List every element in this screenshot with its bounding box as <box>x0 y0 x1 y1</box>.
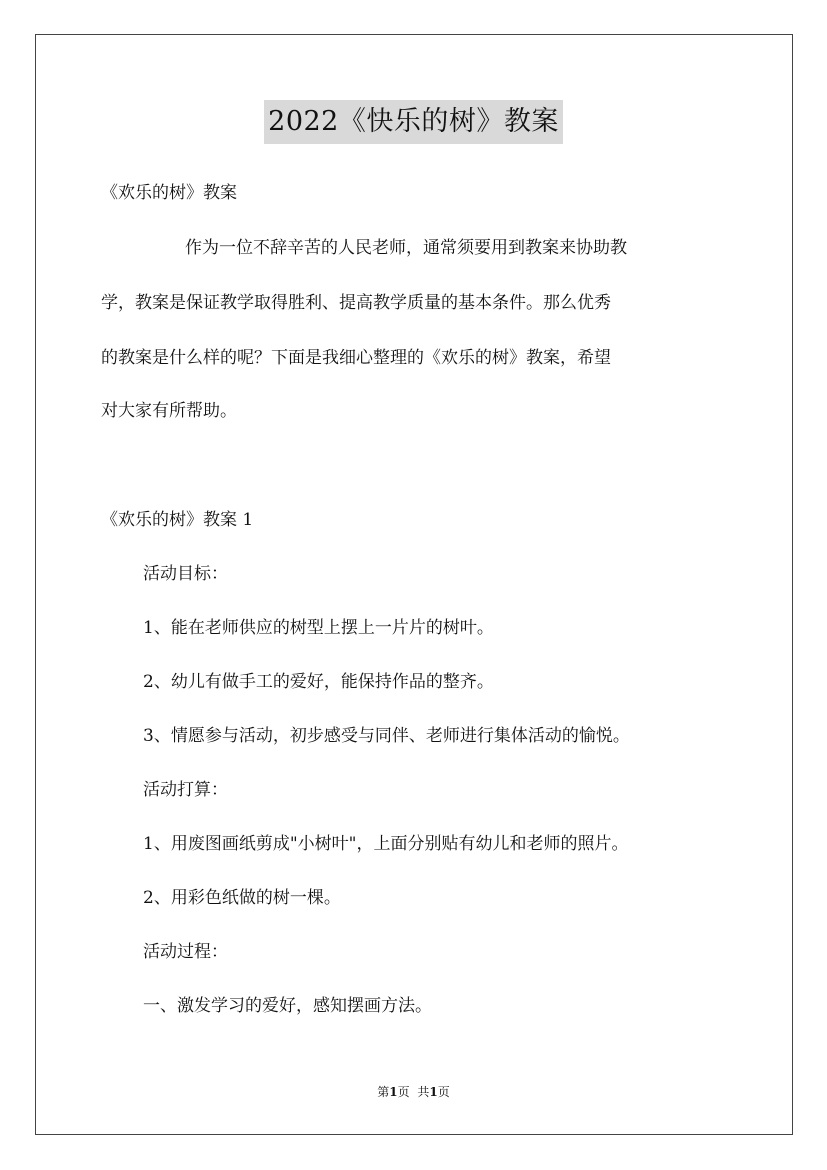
prep-item-2: 2、用彩色纸做的树一棵。 <box>143 888 341 908</box>
prep-heading: 活动打算： <box>143 780 228 800</box>
page-footer <box>0 1083 827 1101</box>
section-heading: 《欢乐的树》教案 1 <box>101 510 254 530</box>
goal-item-2: 2、幼儿有做手工的爱好，能保持作品的整齐。 <box>143 672 494 692</box>
process-heading: 活动过程： <box>143 942 228 962</box>
footer-page-suffix: 页 <box>397 1085 410 1099</box>
intro-line-3: 的教案是什么样的呢？下面是我细心整理的《欢乐的树》教案，希望 <box>101 348 611 368</box>
goals-heading: 活动目标： <box>143 564 228 584</box>
intro-line-2: 学，教案是保证教学取得胜利、提高教学质量的基本条件。那么优秀 <box>101 293 611 313</box>
goal-item-3: 3、情愿参与活动，初步感受与同伴、老师进行集体活动的愉悦。 <box>143 726 630 746</box>
document-subtitle: 《欢乐的树》教案 <box>101 183 237 203</box>
intro-line-4: 对大家有所帮助。 <box>101 401 237 421</box>
document-title: 2022《快乐的树》教案 <box>264 100 563 144</box>
footer-page-prefix: 第 <box>377 1085 390 1099</box>
footer-total-number: 1 <box>429 1085 438 1099</box>
goal-item-1: 1、能在老师供应的树型上摆上一片片的树叶。 <box>143 618 494 638</box>
document-title-row <box>0 100 827 144</box>
footer-page-number: 1 <box>389 1085 398 1099</box>
footer-total-suffix: 页 <box>437 1085 450 1099</box>
process-item-1: 一、激发学习的爱好，感知摆画方法。 <box>143 996 432 1016</box>
intro-line-1: 作为一位不辞辛苦的人民老师，通常须要用到教案来协助教 <box>185 238 627 258</box>
prep-item-1: 1、用废图画纸剪成"小树叶"，上面分别贴有幼儿和老师的照片。 <box>143 834 629 854</box>
footer-total-prefix: 共 <box>417 1085 430 1099</box>
